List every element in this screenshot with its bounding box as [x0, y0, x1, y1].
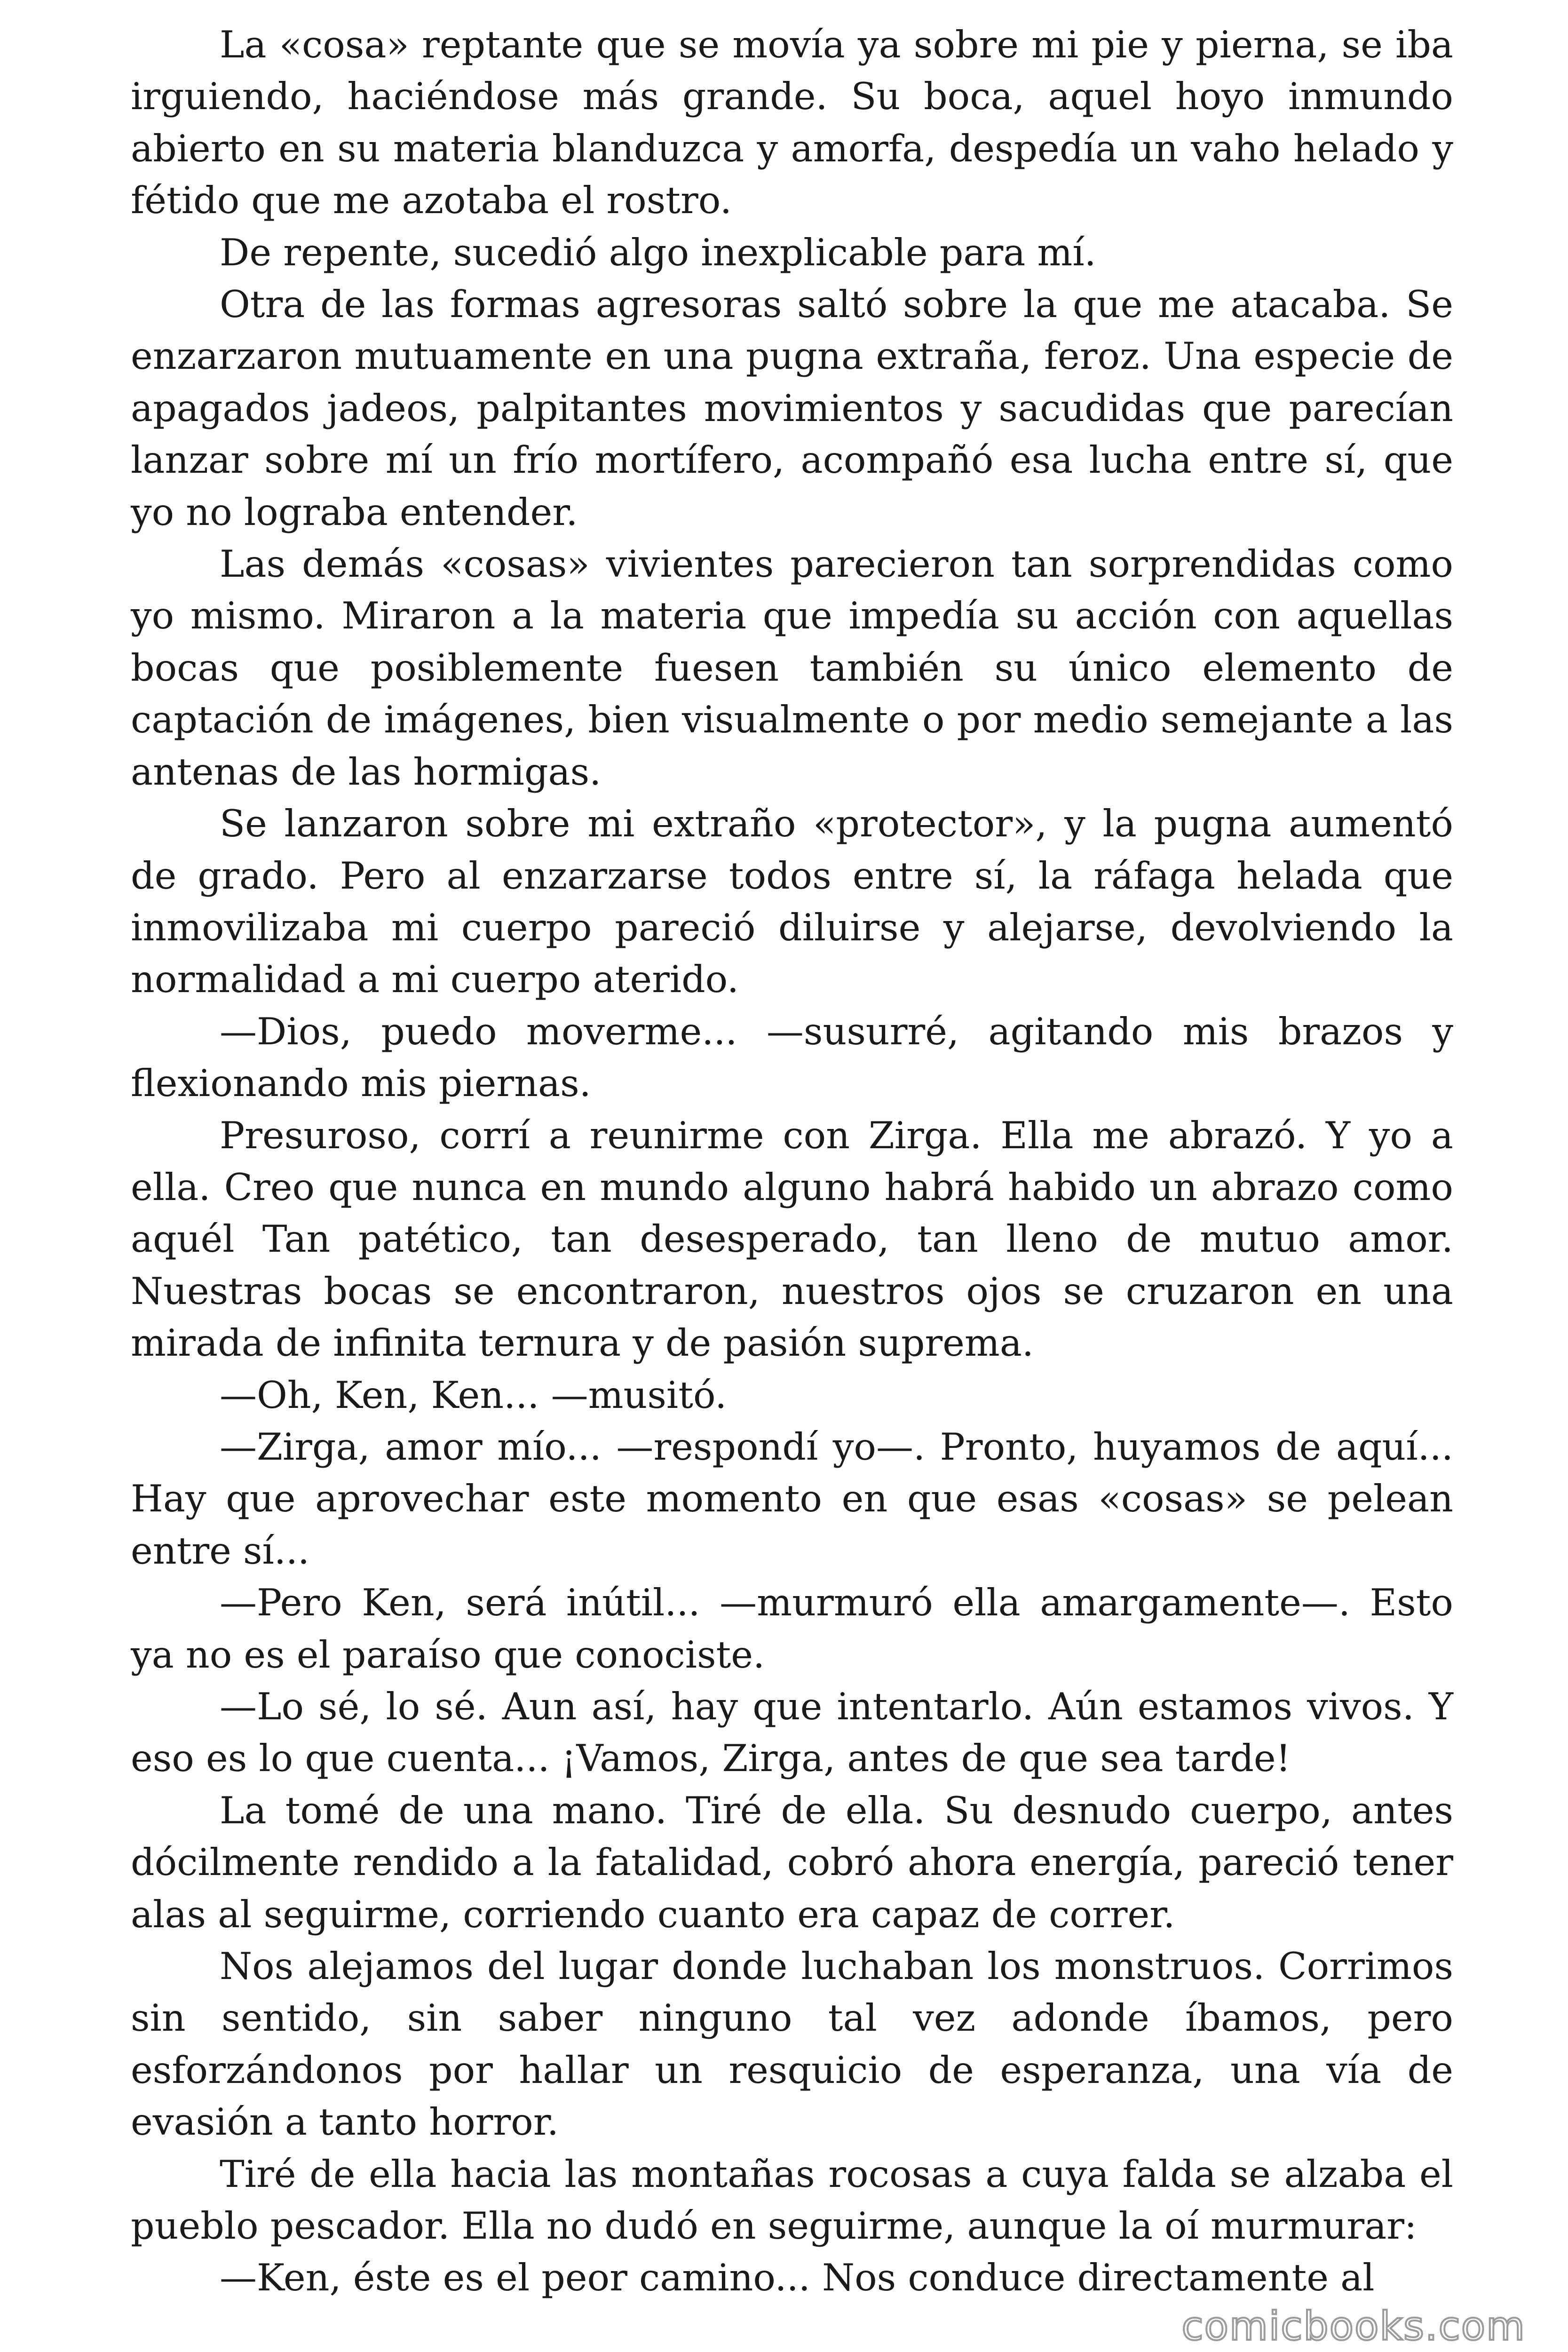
paragraph: Nos alejamos del lugar donde luchaban los monstruos. Corrimos sin sentido, sin saber ninguno tal vez adonde íbamos, pero esforzándonos por hallar un resquicio de esperanza, una vía de evasión a tanto horror.: [131, 1945, 1453, 2144]
paragraph: Otra de las formas agresoras saltó sobre la que me atacaba. Se enzarzaron mutuamente en una pugna extraña, feroz. Una especie de apagados jadeos, palpitantes movimientos y sacudidas que parecían lanzar sobre mí un frío mortífero, acompañó esa lucha entre sí, que yo no lograba entender.: [131, 283, 1453, 534]
paragraph: —Zirga, amor mío... —respondí yo—. Pronto, huyamos de aquí... Hay que aprovechar este momento en que esas «cosas» se pelean entre sí...: [131, 1425, 1453, 1573]
paragraph: Se lanzaron sobre mi extraño «protector», y la pugna aumentó de grado. Pero al enzarzarse todos entre sí, la ráfaga helada que inmovilizaba mi cuerpo pareció diluirse y alejarse, devolviendo la normalidad a mi cuerpo aterido.: [131, 802, 1453, 1001]
paragraph: Presuroso, corrí a reunirme con Zirga. Ella me abrazó. Y yo a ella. Creo que nunca en mundo alguno habrá habido un abrazo como aquél Tan patético, tan desesperado, tan lleno de mutuo amor. Nuestras bocas se encontraron, nuestros ojos se cruzaron en una mirada de infinita ternura y de pasión suprema.: [131, 1113, 1453, 1365]
paragraph: Las demás «cosas» vivientes parecieron tan sorprendidas como yo mismo. Miraron a la materia que impedía su acción con aquellas bocas que posiblemente fuesen también su único elemento de captación de imágenes, bien visualmente o por medio semejante a las antenas de las hormigas.: [131, 542, 1453, 794]
paragraph: De repente, sucedió algo inexplicable para mí.: [220, 230, 1096, 274]
paragraph: La tomé de una mano. Tiré de ella. Su desnudo cuerpo, antes dócilmente rendido a la fatalidad, cobró ahora energía, pareció tener alas al seguirme, corriendo cuanto era capaz de correr.: [131, 1788, 1453, 1936]
paragraph: —Pero Ken, será inútil... —murmuró ella amargamente—. Esto ya no es el paraíso que conociste.: [131, 1581, 1453, 1677]
page-body-text: [131, 19, 1453, 2304]
paragraph: —Ken, éste es el peor camino... Nos conduce directamente al: [220, 2256, 1375, 2300]
paragraph: La «cosa» reptante que se movía ya sobre mi pie y pierna, se iba irguiendo, haciéndose más grande. Su boca, aquel hoyo inmundo abierto en su materia blanduzca y amorfa, despedía un vaho helado y fétido que me azotaba el rostro.: [131, 23, 1453, 222]
paragraph: —Dios, puedo moverme... —susurré, agitando mis brazos y flexionando mis piernas.: [131, 1009, 1453, 1105]
watermark: comicbooks.com: [1181, 2303, 1526, 2349]
paragraph: —Lo sé, lo sé. Aun así, hay que intentarlo. Aún estamos vivos. Y eso es lo que cuenta... ¡Vamos, Zirga, antes de que sea tarde!: [131, 1685, 1453, 1780]
paragraph: —Oh, Ken, Ken... —musitó.: [220, 1373, 727, 1417]
paragraph: Tiré de ella hacia las montañas rocosas a cuya falda se alzaba el pueblo pescador. Ella no dudó en seguirme, aunque la oí murmurar:: [131, 2152, 1453, 2248]
